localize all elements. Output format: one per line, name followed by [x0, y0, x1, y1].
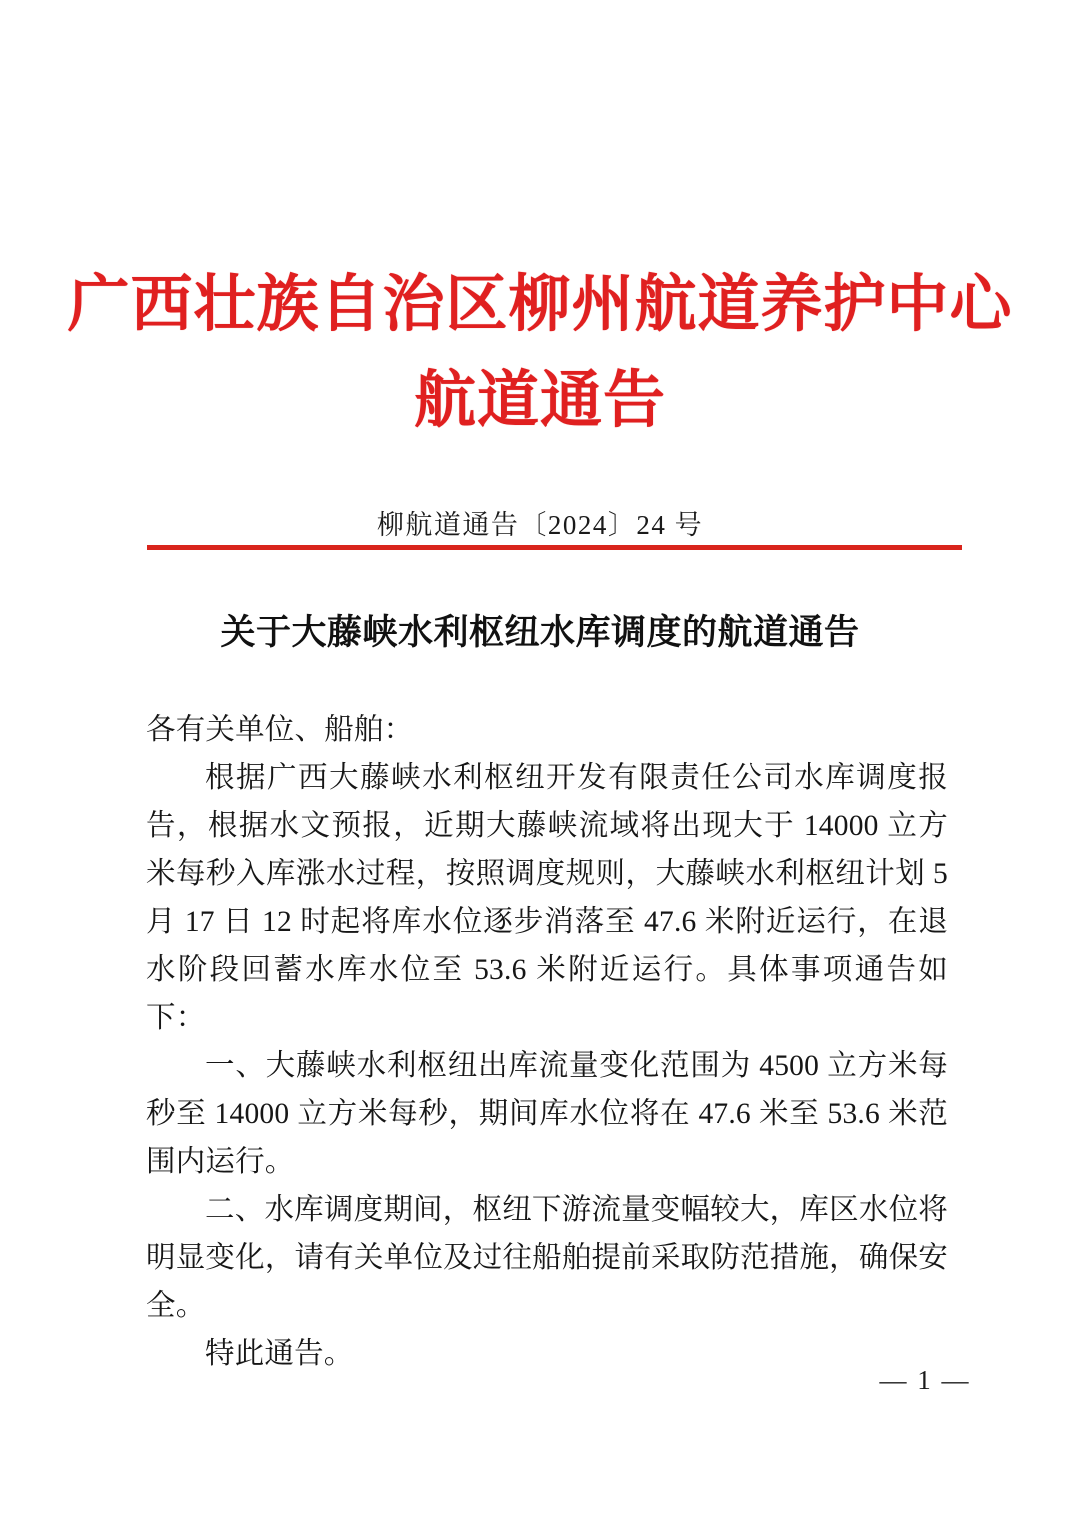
paragraph-item-two: 二、水库调度期间，枢纽下游流量变幅较大，库区水位将明显变化，请有关单位及过往船舶提前采取防范措施，确保安全。 [146, 1194, 948, 1322]
issuing-authority-title: 广西壮族自治区柳州航道养护中心 [67, 271, 1013, 339]
red-separator-rule [147, 545, 962, 550]
page-footer [0, 1362, 1080, 1398]
page-number-label: — 1 — [879, 1365, 971, 1395]
salutation: 各有关单位、船舶： [146, 714, 414, 746]
document-serial-number: 柳航道通告〔2024〕24 号 [376, 510, 704, 540]
masthead [0, 262, 1080, 444]
notice-body [146, 706, 956, 1378]
notice-subtitle: 关于大藤峡水利枢纽水库调度的航道通告 [220, 613, 860, 652]
paragraph-closing: 特此通告。 [205, 1338, 354, 1370]
document-type-title: 航道通告 [413, 367, 666, 435]
paragraph-introduction: 根据广西大藤峡水利枢纽开发有限责任公司水库调度报告，根据水文预报，近期大藤峡流域将出现大于 14000 立方米每秒入库涨水过程，按照调度规则，大藤峡水利枢纽计划 5 月 17 日 12 时起将库水位逐步消落至 47.6 米附近运行，在退水阶段回蓄水库水位至 53.6 米附近运行。具体事项通告如下： [146, 762, 956, 1034]
paragraph-item-one: 一、大藤峡水利枢纽出库流量变化范围为 4500 立方米每秒至 14000 立方米每秒，期间库水位将在 47.6 米至 53.6 米范围内运行。 [146, 1050, 948, 1178]
